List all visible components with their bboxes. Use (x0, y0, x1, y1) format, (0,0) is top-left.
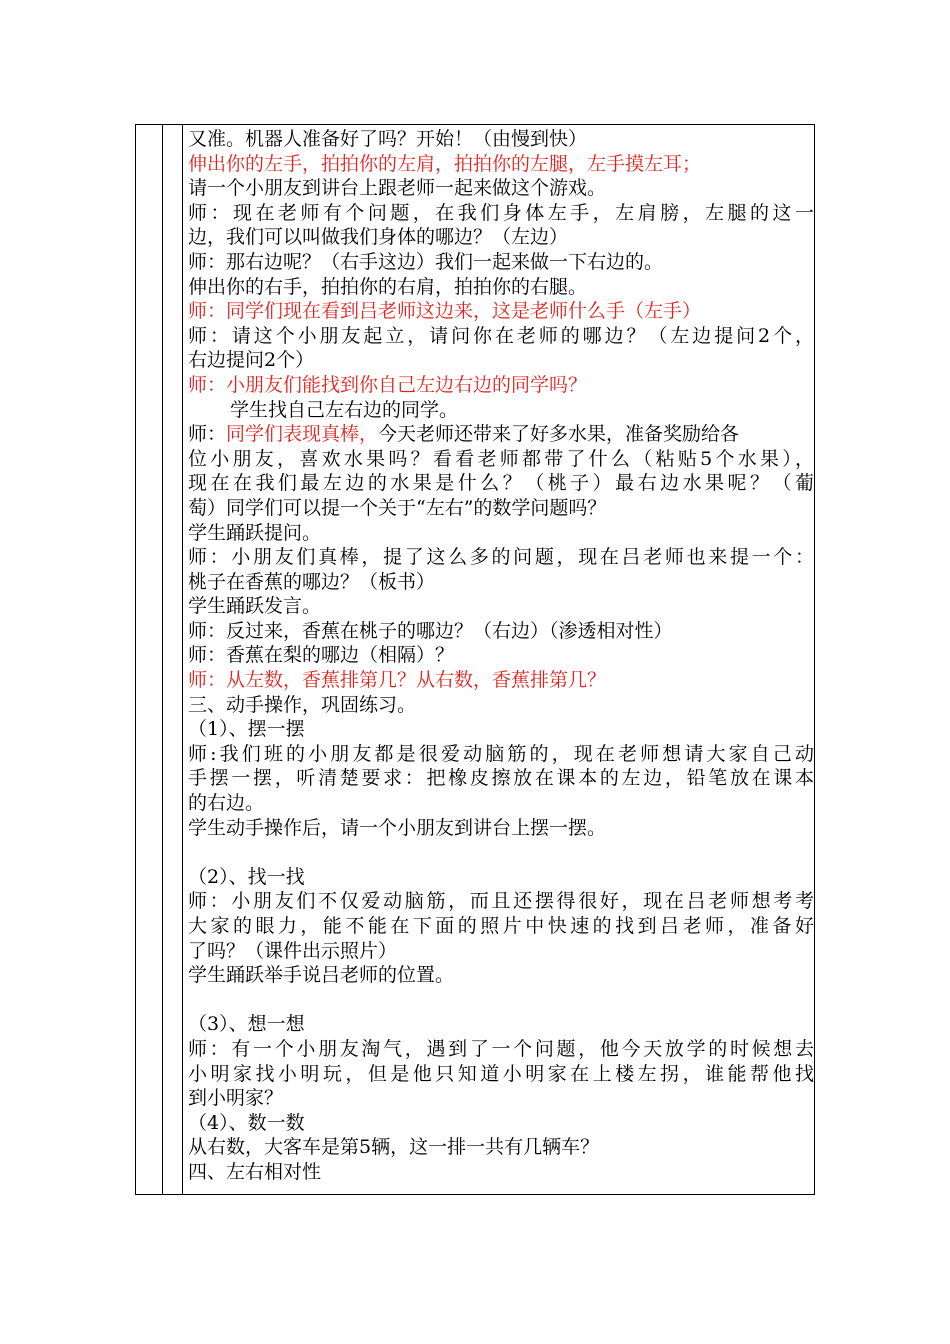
text-line-highlight: 伸出你的左手，拍拍你的左肩，拍拍你的左腿，左手摸左耳； (188, 152, 702, 175)
table-column-divider (162, 125, 163, 1194)
text-line: 学生踊跃发言。 (188, 595, 322, 618)
text-line-highlight: 师：从左数，香蕉排第几？从右数，香蕉排第几？ (188, 669, 607, 692)
lesson-text-cell (188, 127, 814, 1185)
text-line: 师:我们班的小朋友都是很爱动脑筋的，现在老师想请大家自己动 (188, 742, 814, 765)
blank-line (188, 988, 814, 1013)
text-line: 大家的眼力，能不能在下面的照片中快速的找到吕老师，准备好 (188, 915, 814, 937)
text-line: 位小朋友，喜欢水果吗？看看老师都带了什么（粘贴5个水果）， (188, 447, 814, 470)
text-line: 师：小朋友们真棒，提了这么多的问题，现在吕老师也来提一个： (188, 546, 814, 569)
text-line: 伸出你的右手，拍拍你的右肩，拍拍你的右腿。 (188, 275, 588, 298)
text-line: 现在在我们最左边的水果是什么？（桃子）最右边水果呢？（葡 (188, 472, 814, 495)
text-line: 又准。机器人准备好了吗？开始！（由慢到快） (188, 128, 588, 150)
text-line: 学生找自己左右边的同学。 (230, 398, 459, 421)
text-line: 桃子在香蕉的哪边？（板书） (188, 570, 436, 593)
subsection-heading: （2）、找一找 (188, 865, 305, 888)
text-line: 师：请这个小朋友起立，请问你在老师的哪边？（左边提问2个， (188, 324, 814, 347)
subsection-heading: （1）、摆一摆 (188, 718, 305, 741)
table-column-divider (182, 125, 183, 1194)
text-line: 边，我们可以叫做我们身体的哪边？（左边） (188, 226, 569, 249)
subsection-heading: （4）、数一数 (188, 1111, 305, 1134)
text-line: 师：小朋友们不仅爱动脑筋，而且还摆得很好，现在吕老师想考考 (188, 890, 814, 913)
text-line: 了吗？（课件出示照片） (188, 939, 398, 962)
subsection-heading: （3）、想一想 (188, 1013, 305, 1036)
section-heading: 四、左右相对性 (188, 1160, 322, 1183)
text-line: 师：现在老师有个问题，在我们身体左手，左肩膀，左腿的这一 (188, 201, 814, 224)
lesson-table (135, 124, 815, 1195)
section-heading: 三、动手操作，巩固练习。 (188, 693, 417, 716)
text-line-mixed (188, 422, 814, 447)
text-line: 学生踊跃举手说吕老师的位置。 (188, 964, 455, 987)
text-line: 从右数，大客车是第5辆，这一排一共有几辆车？ (188, 1136, 600, 1159)
text-line: 学生动手操作后，请一个小朋友到讲台上摆一摆。 (188, 816, 607, 839)
text-line: 师：那右边呢？（右手这边）我们一起来做一下右边的。 (188, 250, 664, 273)
text-line: 师：反过来，香蕉在桃子的哪边？（右边）（渗透相对性） (188, 619, 673, 642)
text-line-highlight: 师：小朋友们能找到你自己左边右边的同学吗？ (188, 373, 588, 396)
text-line: 小明家找小明玩，但是他只知道小明家在上楼左拐，谁能帮他找 (188, 1062, 814, 1085)
teacher-prefix: 师： (188, 423, 227, 446)
text-line: 到小明家？ (188, 1087, 284, 1110)
text-line-highlight: 师：同学们现在看到吕老师这边来，这是老师什么手（左手） (188, 300, 702, 323)
text-line: 学生踊跃提问。 (188, 521, 322, 544)
text-line: 右边提问2个） (188, 349, 315, 372)
praise-highlight: 同学们表现真棒， (226, 423, 379, 446)
text-line: 萄）同学们可以提一个关于“左右”的数学问题吗？ (188, 496, 607, 519)
text-line: 手摆一摆，听清楚要求：把橡皮擦放在课本的左边，铅笔放在课本 (188, 767, 814, 790)
text-line: 师：香蕉在梨的哪边（相隔）？ (188, 644, 455, 667)
text-line-rest: 今天老师还带来了好多水果，准备奖励给各 (378, 423, 740, 446)
text-line: 师：有一个小朋友淘气，遇到了一个问题，他今天放学的时候想去 (188, 1037, 814, 1060)
text-line: 请一个小朋友到讲台上跟老师一起来做这个游戏。 (188, 177, 607, 200)
text-line: 的右边。 (188, 792, 265, 815)
blank-line (188, 840, 814, 865)
